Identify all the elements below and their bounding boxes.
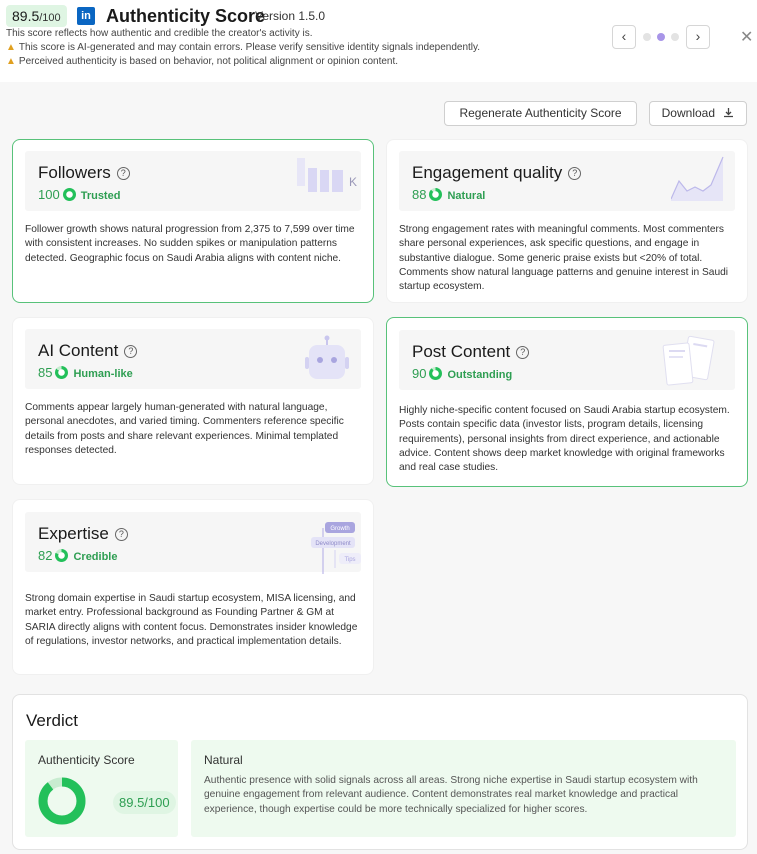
post-content-description: Highly niche-specific content focused on Saudi Arabia startup ecosystem. Posts contain specific data (investor lists, program details, licensing requirements), personal insights from direct experience, and actionable advice. Content shows deep market knowledge with original frameworks and real case studies. (399, 405, 730, 474)
verdict-section (12, 694, 748, 850)
followers-score: 100 (38, 187, 60, 202)
header-score-denominator: /100 (39, 12, 61, 24)
header-score-badge (6, 5, 67, 27)
subtitle: This score reflects how authentic and credible the creator's activity is. (6, 28, 313, 39)
ai-content-metric (38, 365, 133, 380)
download-icon (723, 107, 734, 118)
post-document-icon (661, 334, 731, 388)
verdict-score-panel (25, 740, 178, 837)
warning-icon: ▲ (6, 42, 16, 53)
engagement-title: Engagement quality (412, 163, 563, 182)
page-dot-active[interactable] (657, 33, 665, 41)
download-button[interactable] (649, 101, 747, 126)
ai-content-score: 85 (38, 365, 53, 380)
card-title (38, 163, 130, 183)
card-title (38, 341, 137, 361)
verdict-score-value: 89.5/100 (113, 791, 176, 814)
expertise-score: 82 (38, 548, 53, 563)
followers-title: Followers (38, 163, 111, 182)
post-content-title: Post Content (412, 342, 511, 361)
verdict-summary-panel (191, 740, 736, 837)
followers-card (12, 139, 374, 303)
engagement-illustration (671, 155, 729, 203)
warning-1-text: This score is AI-generated and may contain errors. Please verify sensitive identity signals independently. (18, 42, 481, 53)
verdict-score-label: Authenticity Score (38, 753, 135, 767)
engagement-card-header (399, 151, 735, 211)
ai-content-description: Comments appear largely human-generated with natural language, personal anecdotes, and varied timing. Commenters reference specific details from posts and share relevant experiences. Minimal templated responses detected. (25, 402, 344, 456)
linkedin-icon: in (77, 7, 95, 25)
header (0, 0, 757, 80)
followers-description: Follower growth shows natural progression from 2,375 to 7,599 over time with consistent increases. No sudden spikes or manipulation patterns detected. Geographic focus on Saudi Arabia aligns with content niche. (25, 224, 355, 264)
engagement-metric (412, 187, 485, 202)
expertise-chip-development: Development (315, 541, 351, 547)
ai-content-card-header (25, 329, 361, 389)
score-ring-icon (429, 188, 442, 201)
ai-content-label: Human-like (73, 368, 133, 380)
post-content-label: Outstanding (447, 369, 513, 381)
followers-illustration (297, 156, 359, 196)
warning-1 (6, 42, 480, 53)
score-ring-icon (55, 549, 68, 562)
expertise-card (12, 499, 374, 675)
next-button[interactable]: › (686, 25, 710, 49)
followers-metric (38, 187, 120, 202)
help-icon[interactable]: ? (124, 345, 137, 358)
verdict-summary: Authentic presence with solid signals across all areas. Strong niche expertise in Saudi startup ecosystem with genuine engagement from relevant audience. Content demonstrates real market knowledge and practical experience, though expertise could be more technically specialized for higher scores. (204, 775, 698, 815)
verdict-title: Verdict (26, 711, 78, 730)
help-icon[interactable]: ? (568, 167, 581, 180)
download-label: Download (661, 106, 716, 120)
warning-2-text: Perceived authenticity is based on behavior, not political alignment or opinion content. (18, 56, 399, 67)
ai-content-title: AI Content (38, 341, 119, 360)
app-title: Authenticity Score (106, 6, 266, 26)
prev-button[interactable]: ‹ (612, 25, 636, 49)
help-icon[interactable]: ? (115, 528, 128, 541)
post-content-card (386, 317, 748, 487)
close-icon[interactable]: ✕ (740, 29, 754, 46)
expertise-label: Credible (73, 551, 118, 563)
score-ring-icon (429, 367, 442, 380)
post-content-metric (412, 366, 512, 381)
regenerate-button[interactable]: Regenerate Authenticity Score (444, 101, 637, 126)
warning-2 (6, 56, 398, 67)
card-title (412, 342, 529, 362)
verdict-score-arc (43, 782, 81, 820)
engagement-score: 88 (412, 187, 427, 202)
verdict-score-donut (37, 776, 87, 826)
expertise-title: Expertise (38, 524, 109, 543)
card-title (412, 163, 581, 183)
expertise-chip-growth: Growth (330, 526, 350, 532)
card-title (38, 524, 128, 544)
score-ring-icon (63, 188, 76, 201)
engagement-description: Strong engagement rates with meaningful comments. Most commenters share personal experiences, ask specific questions, and engage in substantive dialogue. Some generic praise exists but <20% of total. Comments show natural language patterns and genuine interest in Saudi startup ecosystem. (399, 224, 729, 293)
engagement-label: Natural (447, 190, 486, 202)
ai-content-card (12, 317, 374, 485)
robot-icon (297, 333, 353, 383)
followers-card-header (25, 151, 361, 211)
score-ring-icon (55, 366, 68, 379)
help-icon[interactable]: ? (516, 346, 529, 359)
page-dot[interactable] (671, 33, 679, 41)
followers-label: Trusted (80, 190, 121, 202)
warning-icon: ▲ (6, 56, 16, 67)
expertise-card-header (25, 512, 361, 572)
page-dot[interactable] (643, 33, 651, 41)
expertise-metric (38, 548, 117, 563)
expertise-illustration (295, 520, 365, 574)
expertise-chip-tips: Tips (344, 557, 356, 563)
post-content-score: 90 (412, 366, 427, 381)
svg-text:K: K (349, 175, 358, 189)
engagement-card (386, 139, 748, 303)
version-label: Version 1.5.0 (255, 9, 326, 23)
post-content-card-header (399, 330, 735, 390)
help-icon[interactable]: ? (117, 167, 130, 180)
verdict-category: Natural (204, 753, 243, 767)
header-score-value: 89.5 (12, 8, 40, 24)
expertise-description: Strong domain expertise in Saudi startup ecosystem, MISA licensing, and market entry. Professional background as Founding Partner & GM at SARIA directly aligns with content focus. Demonstrates insider knowledge of regulations, investor networks, and practical implementation details. (25, 593, 358, 647)
